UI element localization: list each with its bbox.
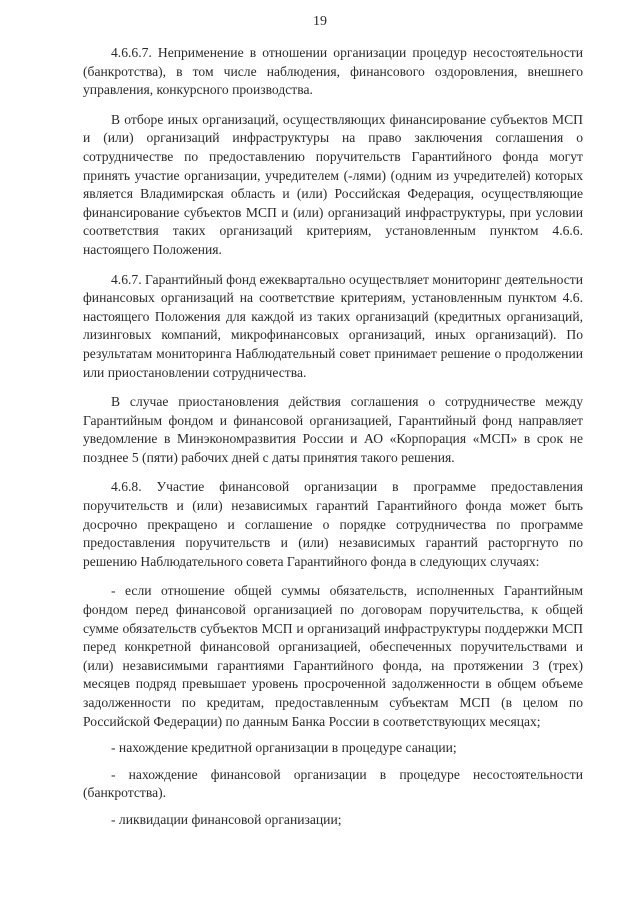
document-body xyxy=(83,44,583,838)
paragraph-other-organizations: В отборе иных организаций, осуществляющих финансирование субъектов МСП и (или) организаций инфраструктуры на право заключения соглашения о сотрудничестве по предоставлению поручительств Гарантийного фонда могут принять участие организации, учредителем (-лями) (одним из учредителей) которых является Владимирская область и (или) Российская Федерация, осуществляющие финансирование субъектов МСП и (или) организаций инфраструктуры, при условии соответствия таких организаций критериям, установленным пунктом 4.6.6. настоящего Положения. xyxy=(83,111,583,257)
list-item-insolvency: - нахождение финансовой организации в процедуре несостоятельности (банкротства). xyxy=(83,766,583,801)
page-number: 19 xyxy=(313,14,327,29)
list-item-obligations-ratio: - если отношение общей суммы обязательств, исполненных Гарантийным фондом перед финансовой организацией по договорам поручительства, к общей сумме обязательств субъектов МСП и организаций инфраструктуры поддержки МСП перед конкретной финансовой организацией, обеспеченных поручительствами и (или) независимыми гарантиями Гарантийного фонда, на протяжении 3 (трех) месяцев подряд превышает уровень просроченной задолженности в общем объеме задолженности по кредитам, предоставленным субъектам МСП (в целом по Российской Федерации) по данным Банка России в соответствующих месяцах; xyxy=(83,583,583,729)
paragraph-4-6-7: 4.6.7. Гарантийный фонд ежеквартально осуществляет мониторинг деятельности финансовых организаций на соответствие критериям, установленным пунктом 4.6. настоящего Положения для каждой из таких организаций (кредитных организаций, лизинговых компаний, микрофинансовых организаций, иных организаций). По результатам мониторинга Наблюдательный совет принимает решение о продолжении или приостановлении сотрудничества. xyxy=(83,271,583,380)
list-item-sanation: - нахождение кредитной организации в процедуре санации; xyxy=(111,740,457,756)
list-item-liquidation: - ликвидации финансовой организации; xyxy=(111,811,342,827)
paragraph-4-6-8: 4.6.8. Участие финансовой организации в программе предоставления поручительств и (или) независимых гарантий Гарантийного фонда может быть досрочно прекращено и соглашение о порядке сотрудничества по программе предоставления поручительств и (или) независимых гарантий расторгнуто по решению Наблюдательного совета Гарантийного фонда в следующих случаях: xyxy=(83,479,583,569)
paragraph-suspension-notice: В случае приостановления действия соглашения о сотрудничестве между Гарантийным фондом и финансовой организацией, Гарантийный фонд направляет уведомление в Минэкономразвития России и АО «Корпорация «МСП» в срок не позднее 5 (пяти) рабочих дней с даты принятия такого решения. xyxy=(83,394,583,465)
paragraph-4-6-6-7: 4.6.6.7. Неприменение в отношении организации процедур несостоятельности (банкротства), в том числе наблюдения, финансового оздоровления, внешнего управления, конкурсного производства. xyxy=(83,45,583,98)
